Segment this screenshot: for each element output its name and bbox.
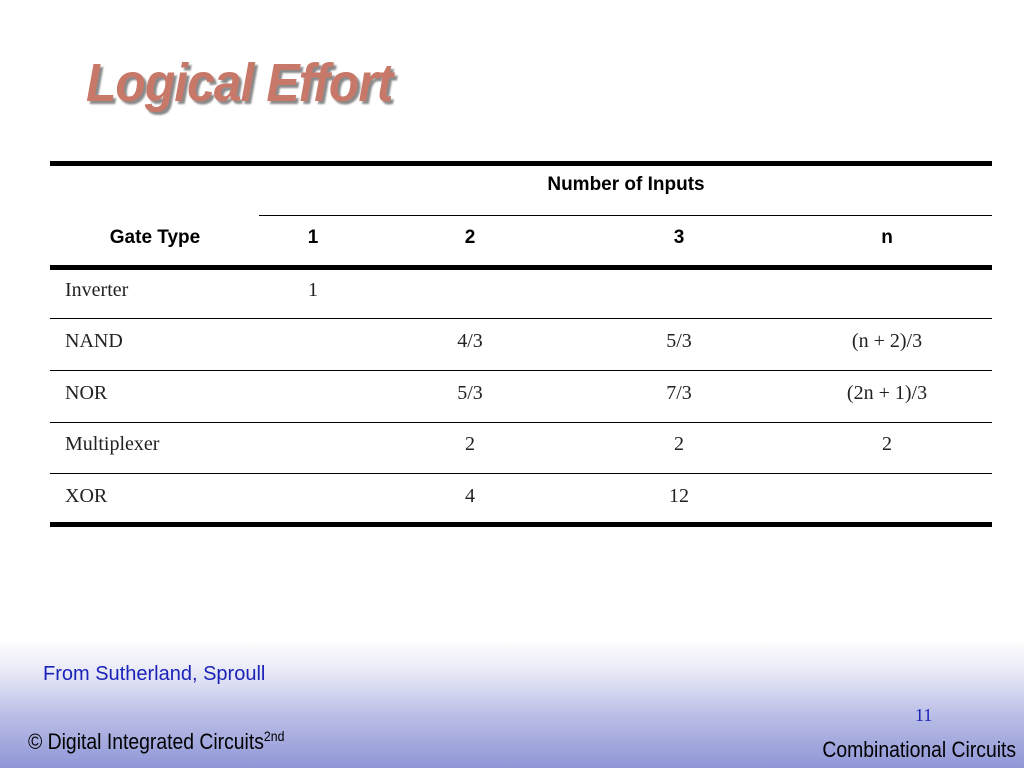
gate-type-cell: Multiplexer	[65, 433, 160, 455]
value-cell: 2	[465, 433, 475, 455]
source-citation: From Sutherland, Sproull	[43, 663, 266, 685]
copyright-text: © Digital Integrated Circuits	[28, 729, 264, 754]
value-cell: 5/3	[666, 330, 692, 352]
row-divider	[50, 473, 992, 474]
value-cell: 1	[308, 279, 318, 301]
value-cell: 12	[669, 485, 689, 507]
row-divider	[50, 370, 992, 371]
value-cell: 4	[465, 485, 475, 507]
header-bottom-rule	[50, 265, 992, 270]
edition-superscript: 2nd	[263, 728, 285, 744]
value-cell: 7/3	[666, 382, 692, 404]
value-cell: (2n + 1)/3	[846, 382, 928, 404]
group-header-rule	[259, 215, 992, 216]
column-header: 1	[307, 227, 319, 248]
table-bottom-rule	[50, 522, 992, 527]
page-number: 11	[915, 705, 933, 725]
gate-type-cell: Inverter	[65, 279, 129, 301]
row-divider	[50, 318, 992, 319]
row-divider	[50, 422, 992, 423]
value-cell: 2	[674, 433, 684, 455]
row-header: Gate Type	[109, 227, 201, 248]
column-header: 3	[673, 227, 685, 248]
gate-type-cell: NOR	[65, 382, 108, 404]
value-cell: 5/3	[457, 382, 483, 404]
gate-type-cell: XOR	[65, 485, 108, 507]
column-header: n	[881, 227, 893, 248]
table-top-rule	[50, 161, 992, 166]
column-header: 2	[464, 227, 476, 248]
footer-copyright	[28, 728, 284, 755]
group-header: Number of Inputs	[547, 174, 705, 195]
slide-title: Logical Effort	[86, 53, 393, 113]
value-cell: 4/3	[457, 330, 483, 352]
value-cell: (n + 2)/3	[851, 330, 923, 352]
value-cell: 2	[882, 433, 892, 455]
chapter-title: Combinational Circuits	[822, 737, 1016, 762]
gate-type-cell: NAND	[65, 330, 123, 352]
